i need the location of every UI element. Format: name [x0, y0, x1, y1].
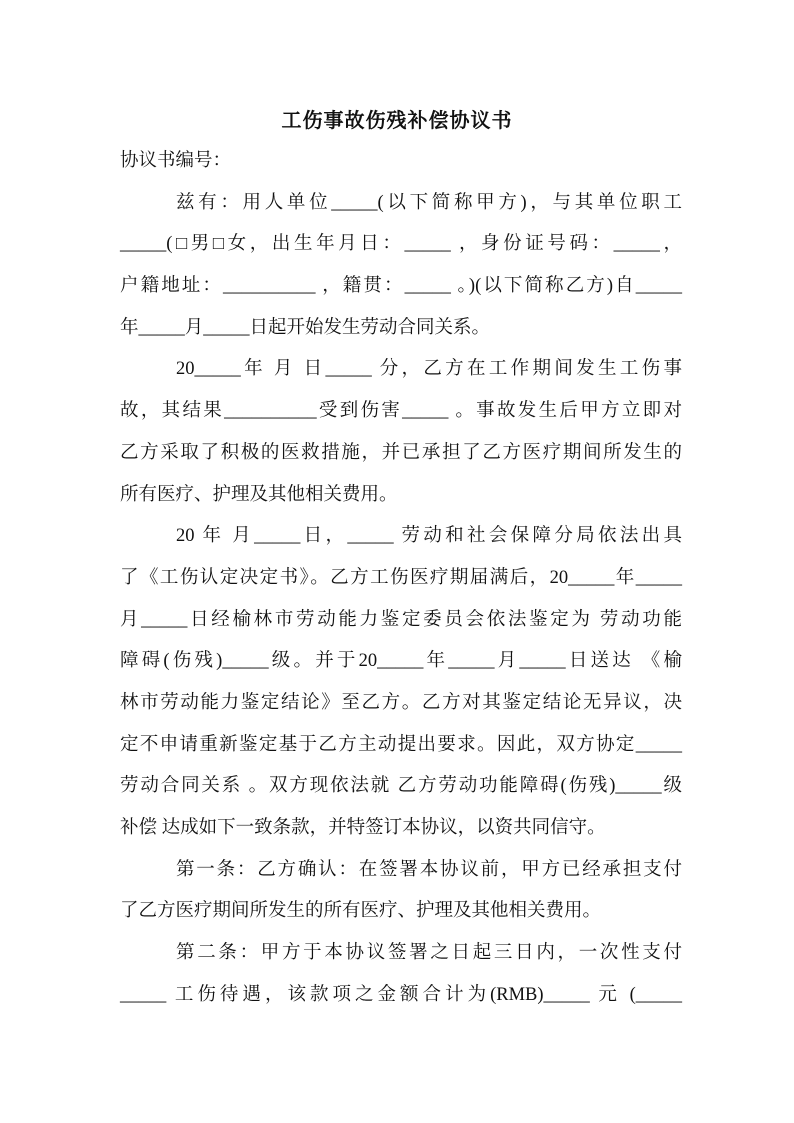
text-line: 劳动合同关系 。双方现依法就 乙方劳动功能障碍(伤残)_____级 — [120, 776, 682, 797]
document-body — [120, 146, 682, 1021]
text-line: 定不申请重新鉴定基于乙方主动提出要求。因此，双方协定_____ — [120, 734, 682, 755]
text-line: 乙方采取了积极的医救措施，并已承担了乙方医疗期间所发生的 — [120, 442, 682, 463]
text-line: 户籍地址：__________ ，籍贯：_____ 。)(以下简称乙方)自_____ — [120, 276, 682, 297]
text-line: 了《工伤认定决定书》。乙方工伤医疗期届满后，20_____年_____ — [120, 567, 682, 588]
text-line: _____(□男□女，出生年月日：_____ ，身份证号码：_____， — [120, 234, 682, 255]
text-line: 林市劳动能力鉴定结论》至乙方。乙方对其鉴定结论无异议，决 — [120, 692, 682, 713]
text-line: 20 年 月_____日，_____ 劳动和社会保障分局依法出具 — [176, 526, 682, 547]
text-line: 20_____年 月 日_____ 分，乙方在工作期间发生工伤事 — [176, 359, 682, 380]
text-line: 补偿 达成如下一致条款，并特签订本协议，以资共同信守。 — [120, 818, 606, 838]
agreement-number-label: 协议书编号： — [120, 151, 232, 171]
text-line: 第二条：甲方于本协议签署之日起三日内，一次性支付 — [176, 943, 682, 964]
document-title: 工伤事故伤残补偿协议书 — [281, 110, 513, 132]
text-line: 年_____月_____日起开始发生劳动合同关系。 — [120, 317, 491, 338]
text-line: 障碍(伤残)_____级。并于20_____年_____月_____日送达 《榆 — [120, 651, 682, 672]
paragraph — [120, 188, 682, 355]
paragraph — [120, 354, 682, 521]
text-line: 故，其结果__________受到伤害_____ 。事故发生后甲方立即对 — [120, 401, 682, 422]
paragraphs — [120, 188, 682, 1022]
paragraph — [120, 855, 682, 938]
text-line: 了乙方医疗期间所发生的所有医疗、护理及其他相关费用。 — [120, 901, 602, 922]
paragraph — [120, 521, 682, 855]
text-line: 月_____日经榆林市劳动能力鉴定委员会依法鉴定为 劳动功能 — [120, 609, 682, 630]
paragraph — [120, 938, 682, 1021]
text-line: _____ 工伤待遇，该款项之金额合计为(RMB)_____ 元 (_____ — [120, 984, 682, 1005]
text-line: 第一条：乙方确认：在签署本协议前，甲方已经承担支付 — [176, 859, 682, 880]
text-line: 兹有：用人单位_____(以下简称甲方)，与其单位职工 — [176, 192, 682, 213]
text-line: 所有医疗、护理及其他相关费用。 — [120, 484, 398, 505]
